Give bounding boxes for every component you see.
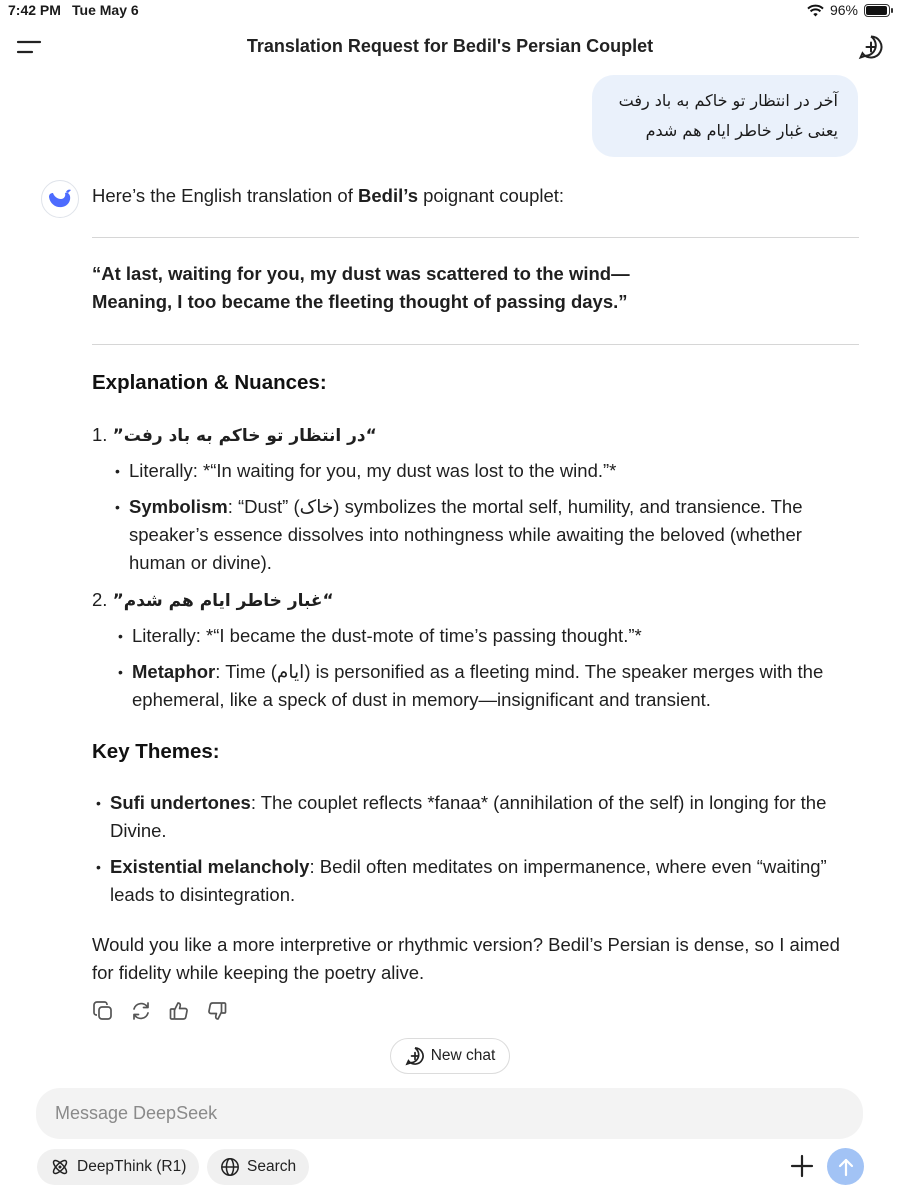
quote-line: Meaning, I too became the fleeting thought of passing days.” [92, 291, 628, 312]
assistant-intro: Here’s the English translation of Bedil’s poignant couplet: [92, 185, 565, 206]
bullet-glyph: • [96, 795, 101, 811]
thumbs-down-icon [206, 1000, 228, 1022]
list-item: • Sufi undertones: The couplet reflects *fanaa* (annihilation of the self) in longing for the Divine. [96, 789, 858, 845]
wifi-icon [807, 4, 824, 17]
message-actions [92, 1000, 228, 1022]
persian-phrase: “در انتظار تو خاکم به باد رفت” [112, 426, 377, 446]
page-title: Translation Request for Bedil's Persian Couplet [246, 36, 654, 56]
author-name: Bedil’s [358, 185, 418, 206]
bullet-glyph: • [115, 463, 120, 479]
translation-quote [92, 260, 862, 316]
new-chat-button[interactable] [390, 1038, 510, 1074]
deepseek-whale-icon [47, 188, 73, 210]
status-indicators [807, 2, 890, 18]
closing-paragraph: Would you like a more interpretive or rhythmic version? Bedil’s Persian is dense, so I aimed for fidelity while keeping the poetry alive. [92, 934, 840, 983]
divider [92, 237, 859, 238]
dislike-button[interactable] [206, 1000, 228, 1022]
persian-phrase: “غبار خاطر ایام هم شدم” [112, 591, 334, 611]
copy-icon [92, 1000, 114, 1022]
quote-line: “At last, waiting for you, my dust was scattered to the wind— [92, 263, 630, 284]
attach-button[interactable] [787, 1151, 817, 1181]
battery-icon [864, 4, 890, 17]
bullet-glyph: • [115, 499, 120, 515]
numbered-item-heading: 2. “غبار خاطر ایام هم شدم” [92, 589, 334, 611]
user-message-line: یعنی غبار خاطر ایام هم شدم [645, 121, 838, 140]
search-label: Search [247, 1158, 297, 1175]
explanation-heading: Explanation & Nuances: [92, 371, 327, 394]
status-date: Tue May 6 [72, 2, 139, 18]
like-button[interactable] [168, 1000, 190, 1022]
list-item: • Literally: *“I became the dust-mote of time’s passing thought.”* [118, 622, 856, 650]
list-item: • Literally: *“In waiting for you, my dust was lost to the wind.”* [115, 457, 855, 485]
send-button[interactable] [827, 1148, 864, 1185]
user-message-line: آخر در انتظار تو خاکم به باد رفت [618, 91, 838, 110]
bullet-glyph: • [118, 664, 123, 680]
list-item: • Metaphor: Time (ایام) is personified as a fleeting mind. The speaker merges with the ephemeral, like a speck of dust in memory—insignificant and transient. [118, 658, 856, 714]
new-chat-icon [405, 1046, 425, 1066]
status-time: 7:42 PM [8, 2, 61, 18]
battery-percent: 96% [829, 2, 858, 18]
assistant-avatar [41, 180, 79, 218]
deepthink-toggle[interactable] [37, 1149, 199, 1185]
new-chat-label: New chat [430, 1047, 496, 1064]
bullet-glyph: • [96, 859, 101, 875]
numbered-item-heading: 1. “در انتظار تو خاکم به باد رفت” [92, 424, 377, 446]
atom-icon [50, 1157, 70, 1177]
plus-icon [787, 1151, 817, 1181]
list-item: • Existential melancholy: Bedil often meditates on impermanence, where even “waiting” leads to disintegration. [96, 853, 858, 909]
divider [92, 344, 859, 345]
globe-icon [220, 1157, 240, 1177]
new-chat-header-button[interactable] [858, 34, 884, 60]
user-message-bubble [592, 75, 858, 157]
themes-heading: Key Themes: [92, 740, 220, 763]
deepthink-label: DeepThink (R1) [77, 1158, 187, 1175]
bullet-glyph: • [118, 628, 123, 644]
message-input[interactable] [36, 1088, 863, 1139]
composer [36, 1088, 863, 1139]
copy-button[interactable] [92, 1000, 114, 1022]
refresh-icon [130, 1000, 152, 1022]
regenerate-button[interactable] [130, 1000, 152, 1022]
new-chat-icon [858, 34, 884, 60]
search-toggle[interactable] [207, 1149, 309, 1185]
list-item: • Symbolism: “Dust” (خاک) symbolizes the mortal self, humility, and transience. The speaker’s essence dissolves into nothingness while awaiting the beloved (whether human or divine). [115, 493, 855, 577]
arrow-up-icon [837, 1157, 855, 1177]
thumbs-up-icon [168, 1000, 190, 1022]
